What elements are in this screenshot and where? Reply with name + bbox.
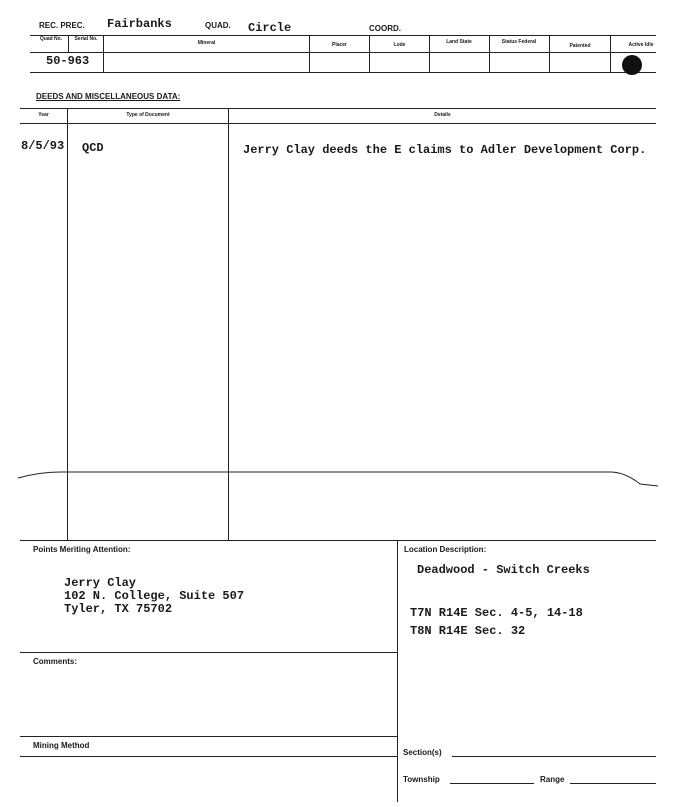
location-label: Location Description: [404,545,487,554]
points-address [64,577,244,616]
header-rule [30,35,656,36]
col-land-state: Land State [446,39,472,45]
col-quad-no: Quad No. [39,36,63,42]
range-label: Range [540,775,565,784]
rec-prec-label: REC. PREC. [39,21,85,30]
sections-label: Section(s) [403,748,442,757]
deed-type: QCD [82,141,104,155]
township-label: Township [403,775,440,784]
mining-method-label: Mining Method [33,741,90,750]
location-line-2: T8N R14E Sec. 32 [410,624,526,638]
location-line-1: T7N R14E Sec. 4-5, 14-18 [410,606,583,620]
col-type-of-document: Type of Document [126,112,170,118]
coord-label: COORD. [369,24,401,33]
sections-field [452,756,656,757]
deed-details: Jerry Clay deeds the E claims to Adler Development Corp. [243,143,647,157]
header-subrule [30,52,656,53]
col-lode: Lode [393,42,406,48]
location-name: Deadwood - Switch Creeks [417,563,590,577]
header-bottom-rule [30,72,656,73]
points-line-2: 102 N. College, Suite 507 [64,589,245,603]
quad-value: Circle [248,21,292,35]
col-serial-no: Serial No. [74,36,98,42]
points-label: Points Meriting Attention: [33,545,131,554]
page-fold-line [0,460,678,500]
location-legal [410,604,583,640]
quad-label: QUAD. [205,21,231,30]
col-details: Details [434,112,451,118]
quad-serial-value: 50-963 [46,54,90,68]
comments-label: Comments: [33,657,78,666]
points-line-1: Jerry Clay [64,576,137,590]
col-year: Year [38,112,49,118]
col-mineral: Mineral [197,40,216,46]
active-status-dot [622,55,642,75]
range-field [570,783,656,784]
township-field [450,783,534,784]
col-active-idle: Active Idle [628,42,654,48]
deeds-title: DEEDS AND MISCELLANEOUS DATA: [36,92,181,101]
col-patented: Patented [569,43,591,49]
col-placer: Placer [331,42,347,48]
col-status-federal: Status Federal [501,39,537,45]
points-line-3: Tyler, TX 75702 [64,602,173,616]
deed-year: 8/5/93 [21,139,65,153]
rec-prec-value: Fairbanks [107,17,172,31]
